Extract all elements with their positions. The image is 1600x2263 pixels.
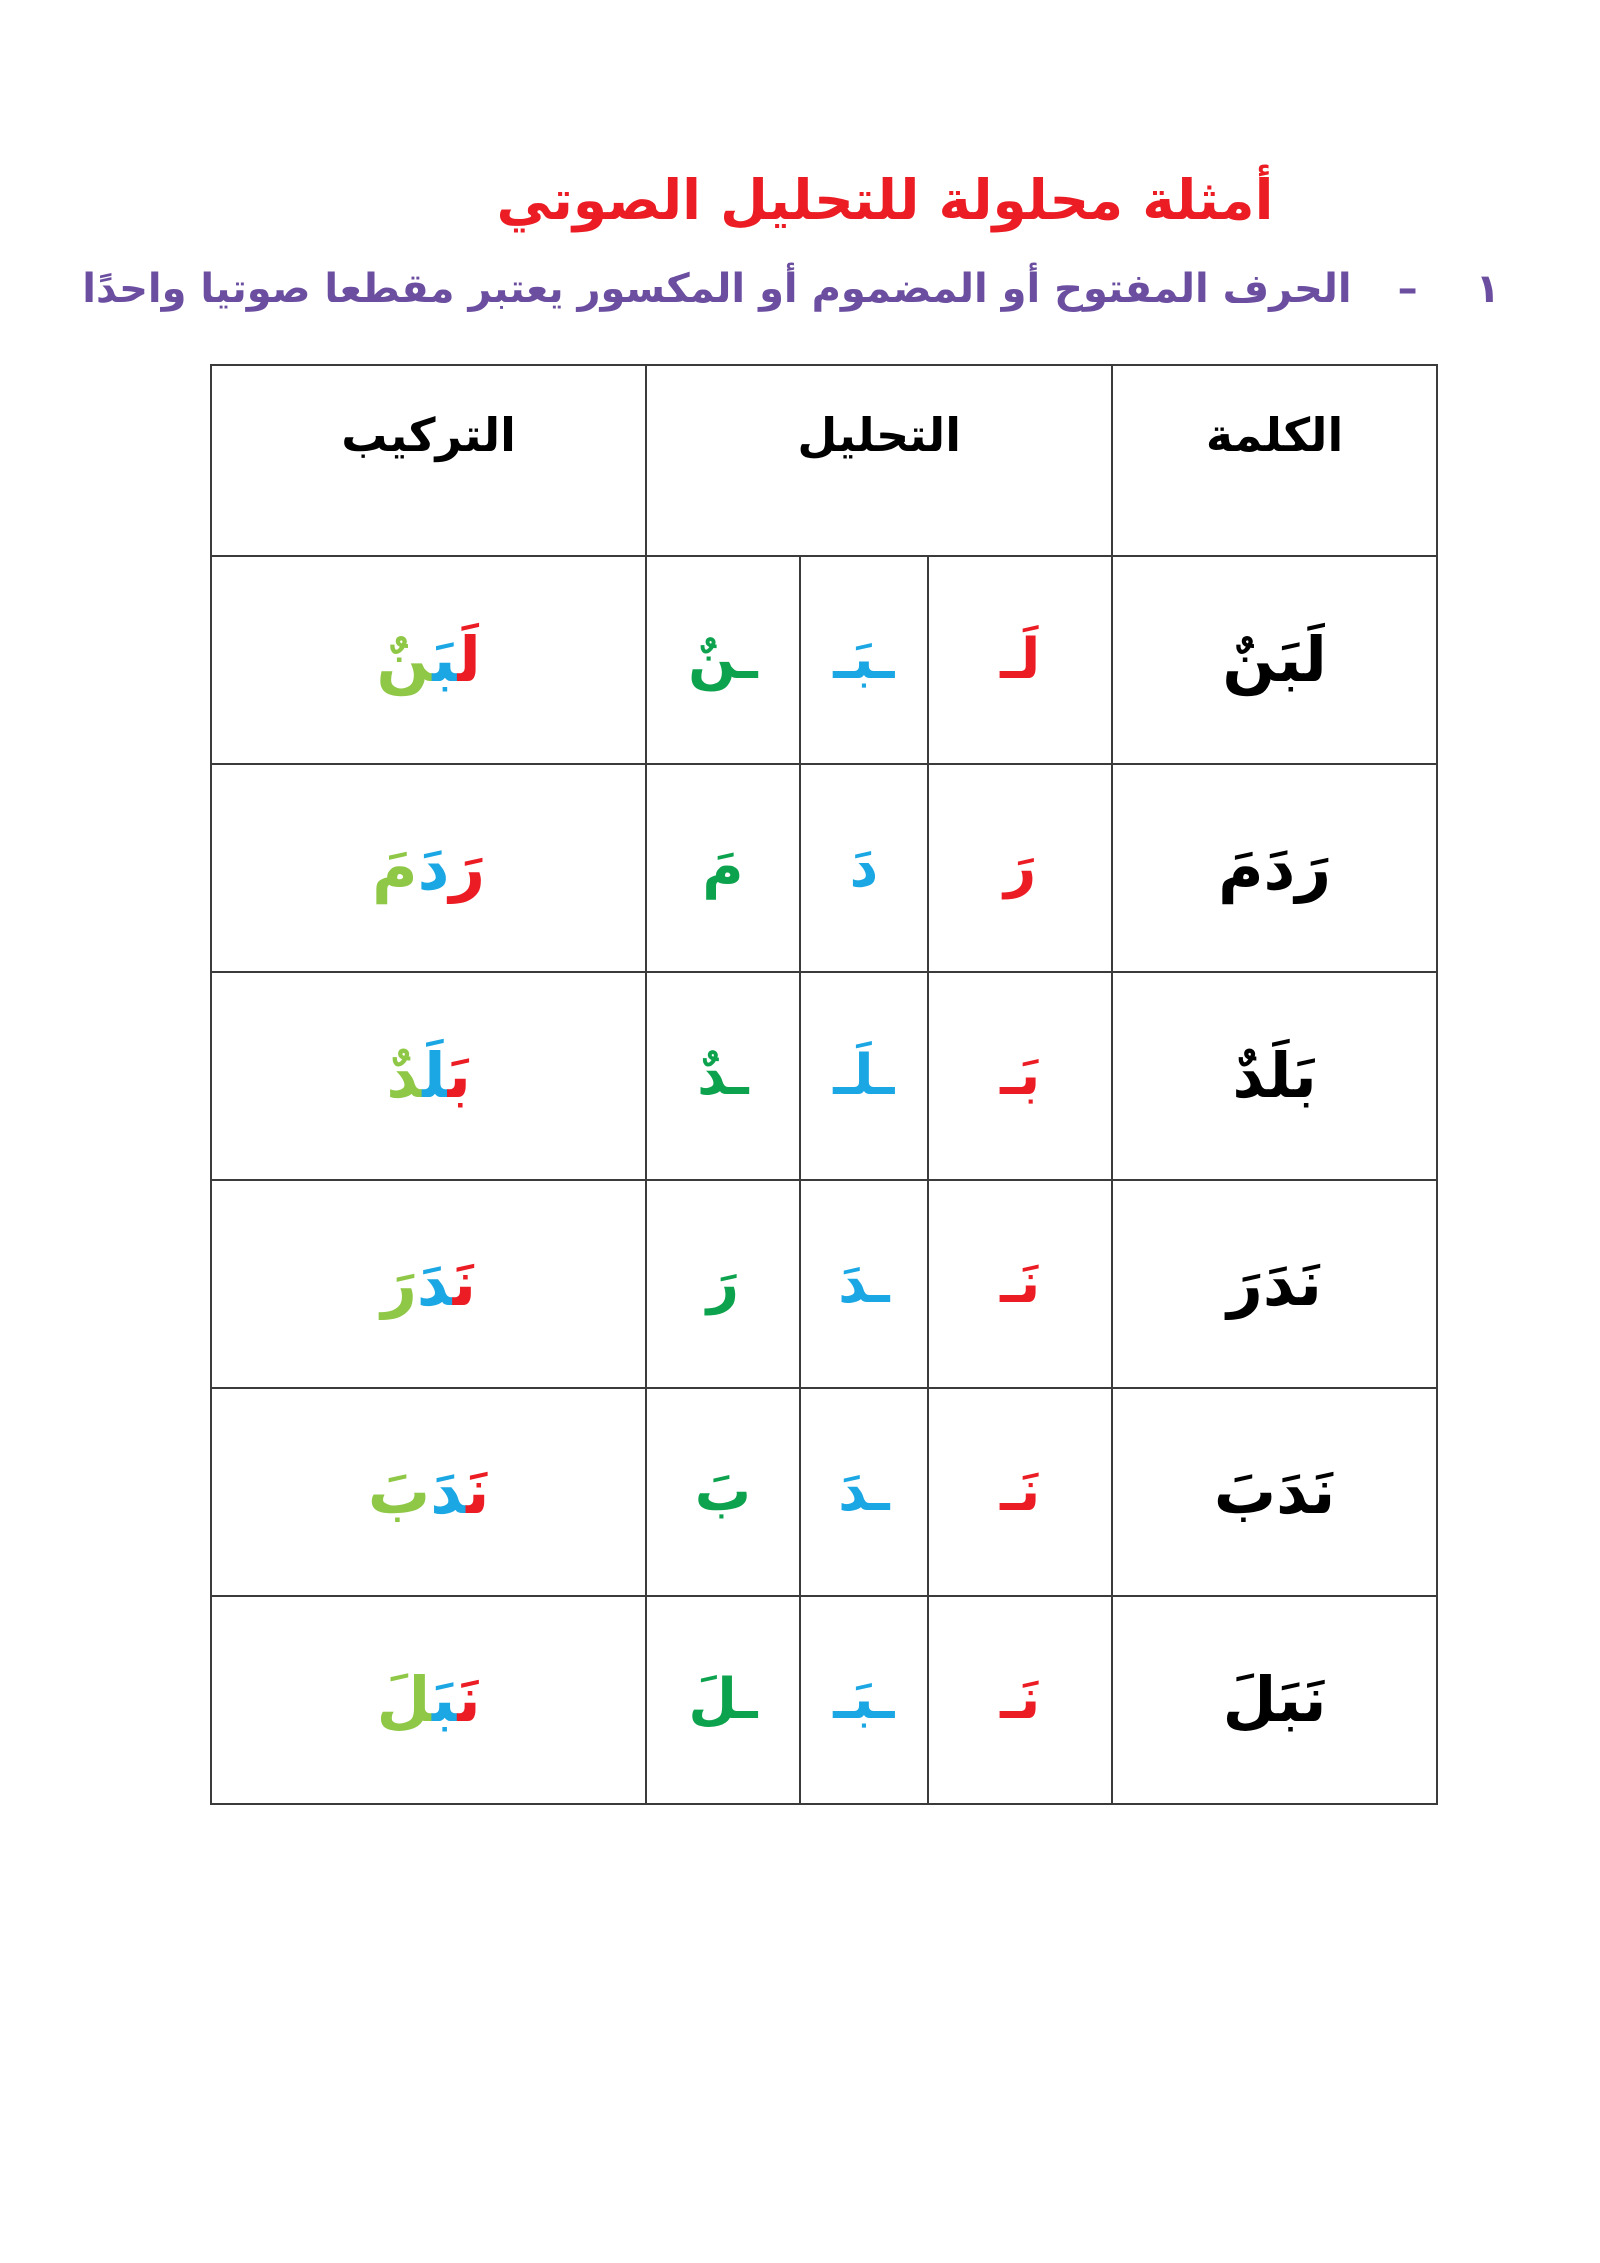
analysis-letter-2: ـبَـ <box>800 1596 929 1804</box>
composition-letter-1: نَ <box>466 1454 490 1528</box>
analysis-letter-2: ـدَ <box>800 1180 929 1388</box>
composition-letter-3: مَ <box>372 830 418 904</box>
analysis-letter-3: ـلَ <box>646 1596 799 1804</box>
composition-letter-1: نَ <box>452 1246 477 1320</box>
page-title: أمثلة محلولة للتحليل الصوتي <box>496 168 1274 232</box>
composition-cell <box>211 972 646 1180</box>
header-composition: التركيب <box>211 365 646 556</box>
word-cell: رَدَمَ <box>1112 764 1437 972</box>
rule-line <box>0 266 1600 312</box>
composition-letter-2: دَ <box>416 1246 453 1320</box>
composition-letter-2: بَ <box>432 1662 458 1736</box>
analysis-letter-1: نَـ <box>928 1596 1112 1804</box>
composition-letter-3: بَ <box>367 1454 431 1528</box>
composition-letter-2: دَ <box>417 830 450 904</box>
analysis-table <box>210 364 1438 1805</box>
composition-cell <box>211 1388 646 1596</box>
rule-number: ١ <box>1475 266 1500 312</box>
analysis-letter-2: ـبَـ <box>800 556 929 764</box>
rule-dash: – <box>1397 266 1418 312</box>
composition-letter-3: دٌ <box>386 1038 423 1112</box>
analysis-letter-3: ـنٌ <box>646 556 799 764</box>
composition-letter-3: نٌ <box>376 622 433 696</box>
composition-cell <box>211 1180 646 1388</box>
analysis-letter-1: رَ <box>928 764 1112 972</box>
composition-letter-2: دَ <box>430 1454 467 1528</box>
header-row <box>211 365 1437 556</box>
analysis-letter-1: نَـ <box>928 1388 1112 1596</box>
analysis-letter-2: ـدَ <box>800 1388 929 1596</box>
analysis-letter-1: نَـ <box>928 1180 1112 1388</box>
analysis-letter-3: ـدٌ <box>646 972 799 1180</box>
word-cell: بَلَدٌ <box>1112 972 1437 1180</box>
composition-letter-1: بَ <box>447 1038 471 1112</box>
composition-letter-1: نَ <box>457 1662 481 1736</box>
composition-letter-3: رَ <box>381 1246 417 1320</box>
composition-cell <box>211 1596 646 1804</box>
word-cell: نَبَلَ <box>1112 1596 1437 1804</box>
word-cell: نَدَبَ <box>1112 1388 1437 1596</box>
composition-letter-2: بَ <box>432 622 458 696</box>
analysis-letter-2: دَ <box>800 764 929 972</box>
analysis-letter-3: مَ <box>646 764 799 972</box>
header-word: الكلمة <box>1112 365 1437 556</box>
table-row <box>211 1596 1437 1804</box>
word-cell: نَدَرَ <box>1112 1180 1437 1388</box>
analysis-letter-3: بَ <box>646 1388 799 1596</box>
table-row <box>211 1180 1437 1388</box>
analysis-letter-3: رَ <box>646 1180 799 1388</box>
table-row <box>211 556 1437 764</box>
analysis-letter-1: لَـ <box>928 556 1112 764</box>
composition-letter-3: لَ <box>376 1662 432 1736</box>
table-row <box>211 972 1437 1180</box>
composition-cell <box>211 556 646 764</box>
composition-letter-1: لَ <box>457 622 481 696</box>
table-row <box>211 1388 1437 1596</box>
analysis-letter-2: ـلَـ <box>800 972 929 1180</box>
composition-letter-2: لَ <box>422 1038 448 1112</box>
table-row <box>211 764 1437 972</box>
analysis-table-wrapper <box>210 364 1438 1805</box>
analysis-letter-1: بَـ <box>928 972 1112 1180</box>
word-cell: لَبَنٌ <box>1112 556 1437 764</box>
composition-cell <box>211 764 646 972</box>
rule-text: الحرف المفتوح أو المضموم أو المكسور يعتبر مقطعا صوتيا واحدًا <box>82 266 1352 312</box>
composition-letter-1: رَ <box>449 830 486 904</box>
header-analysis: التحليل <box>646 365 1112 556</box>
